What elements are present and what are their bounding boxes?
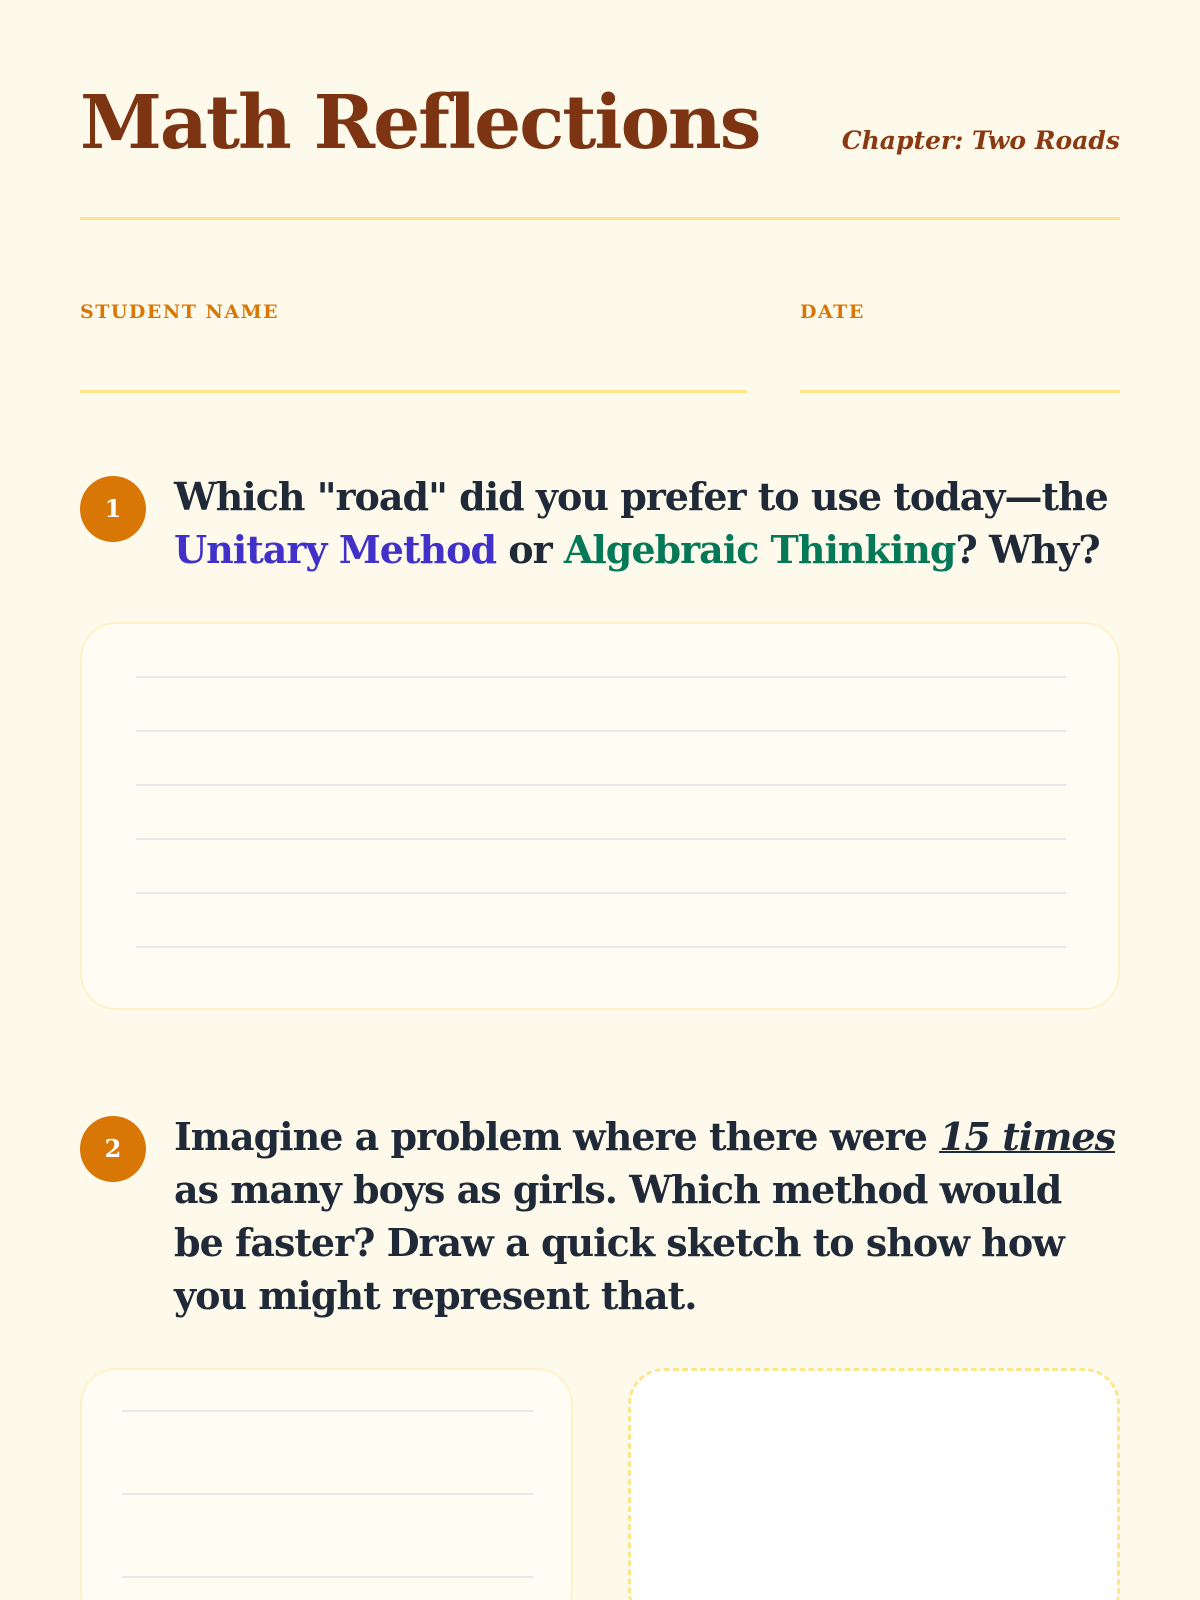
question-number-badge: 2 (80, 1116, 146, 1182)
algebraic-thinking-highlight: Algebraic Thinking (563, 527, 956, 572)
student-name-line[interactable] (80, 390, 747, 393)
question-1-text-middle: or (496, 527, 564, 572)
chapter-label: Chapter: Two Roads (841, 126, 1120, 155)
student-name-label: STUDENT NAME (80, 301, 280, 323)
writing-line (136, 892, 1066, 894)
question-1-text-after: ? Why? (955, 527, 1100, 572)
writing-line (136, 730, 1066, 732)
writing-line (136, 784, 1066, 786)
page-title: Math Reflections (80, 80, 760, 166)
writing-line (122, 1493, 533, 1495)
writing-line (122, 1410, 533, 1412)
header-divider (80, 217, 1120, 220)
student-name-field[interactable] (80, 300, 747, 324)
header (80, 78, 1120, 168)
writing-line (136, 946, 1066, 948)
sketch-area[interactable] (628, 1368, 1120, 1600)
fifteen-times-emphasis: 15 times (939, 1114, 1115, 1159)
unitary-method-highlight: Unitary Method (174, 527, 497, 572)
date-label: DATE (800, 301, 865, 323)
question-2-text-before: Imagine a problem where there were (174, 1114, 940, 1159)
question-1-text (174, 470, 1120, 576)
worksheet-page (80, 0, 1120, 1600)
writing-line (122, 1576, 533, 1578)
date-line[interactable] (800, 390, 1120, 393)
answer-box-1[interactable] (80, 622, 1120, 1010)
question-1-text-before: Which "road" did you prefer to use today—the (174, 474, 1108, 519)
writing-line (136, 838, 1066, 840)
question-number-badge: 1 (80, 476, 146, 542)
writing-line (136, 676, 1066, 678)
date-field[interactable] (800, 300, 1120, 324)
answer-box-2[interactable] (80, 1368, 573, 1600)
question-2-text-after: as many boys as girls. Which method would be faster? Draw a quick sketch to show how you might represent that. (174, 1167, 1064, 1318)
question-2-text (174, 1110, 1120, 1322)
